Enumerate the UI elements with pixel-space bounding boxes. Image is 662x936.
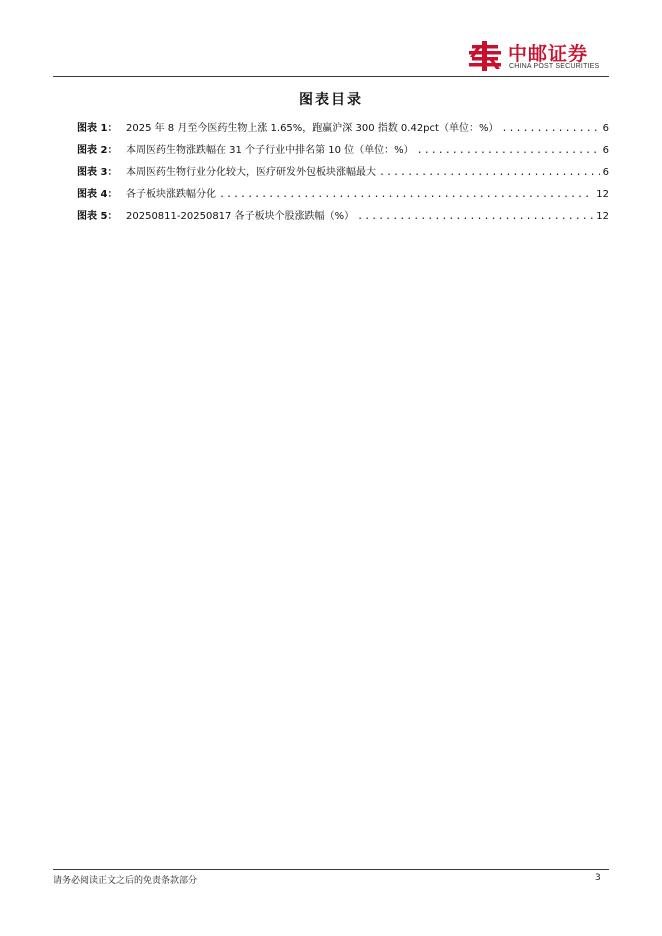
footer-divider <box>53 869 609 870</box>
toc-dot-leader <box>357 211 593 222</box>
china-post-logo-icon <box>468 40 502 72</box>
toc-dot-leader <box>379 167 600 178</box>
toc-dot-leader <box>501 123 599 134</box>
toc-entry[interactable] <box>77 141 609 163</box>
footer-disclaimer: 请务必阅读正文之后的免责条款部分 <box>53 876 198 886</box>
toc-dot-leader <box>417 145 600 156</box>
toc-entry[interactable] <box>77 119 609 141</box>
toc-entry-page: 6 <box>602 167 609 178</box>
toc-entry-label: 图表 2： <box>77 145 118 156</box>
company-logo <box>468 38 613 74</box>
toc-entry[interactable] <box>77 207 609 229</box>
toc-entry-text: 本周医药生物涨跌幅在 31 个子行业中排名第 10 位（单位：%） <box>126 145 414 156</box>
toc-title: 图表目录 <box>299 92 363 108</box>
brand-name-en: CHINA POST SECURITIES <box>509 63 600 70</box>
toc-entry-text: 各子板块涨跌幅分化 <box>126 189 216 200</box>
figure-list <box>77 119 609 229</box>
toc-entry-label: 图表 1： <box>77 123 118 134</box>
toc-entry-label: 图表 3： <box>77 167 118 178</box>
toc-entry-label: 图表 5： <box>77 211 118 222</box>
toc-entry-label: 图表 4： <box>77 189 118 200</box>
brand-name-cn: 中邮证券 <box>508 43 589 65</box>
page-number: 3 <box>595 873 601 883</box>
toc-entry[interactable] <box>77 163 609 185</box>
toc-entry-text: 本周医药生物行业分化较大，医疗研发外包板块涨幅最大 <box>126 167 376 178</box>
toc-entry-page: 6 <box>602 123 609 134</box>
toc-entry-page: 12 <box>596 211 609 222</box>
toc-dot-leader <box>219 189 593 200</box>
toc-entry-page: 12 <box>596 189 609 200</box>
header-divider <box>53 76 609 77</box>
toc-entry[interactable] <box>77 185 609 207</box>
toc-entry-text: 2025 年 8 月至今医药生物上涨 1.65%，跑赢沪深 300 指数 0.42pct（单位：%） <box>126 123 499 134</box>
toc-entry-page: 6 <box>602 145 609 156</box>
toc-entry-text: 20250811-20250817 各子板块个股涨跌幅（%） <box>126 211 355 222</box>
